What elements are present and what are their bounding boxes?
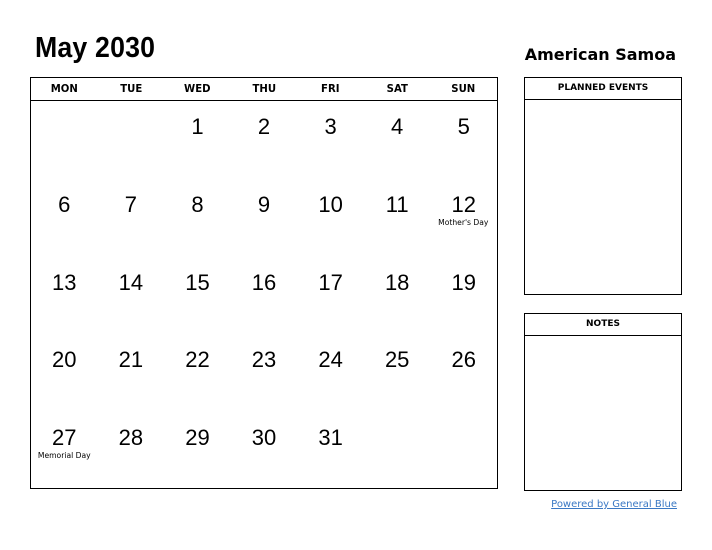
day-cell bbox=[98, 412, 165, 490]
day-cell bbox=[430, 179, 497, 257]
day-number: 7 bbox=[124, 191, 137, 217]
day-number: 31 bbox=[318, 425, 343, 451]
weekday-label: SUN bbox=[451, 82, 476, 95]
day-cell bbox=[31, 257, 98, 335]
day-number: 1 bbox=[191, 114, 204, 139]
day-cell bbox=[31, 101, 98, 179]
region-label: American Samoa bbox=[524, 45, 676, 64]
day-number: 5 bbox=[457, 114, 470, 139]
weekday-label: FRI bbox=[321, 82, 340, 95]
day-number: 20 bbox=[52, 347, 77, 373]
day-number: 12 bbox=[451, 191, 476, 217]
day-cell bbox=[231, 257, 298, 335]
day-number: 2 bbox=[257, 114, 271, 139]
calendar-grid bbox=[30, 77, 498, 489]
day-cell bbox=[164, 257, 231, 335]
notes-heading: NOTES bbox=[525, 314, 681, 336]
day-cell bbox=[364, 101, 431, 179]
day-cell bbox=[164, 412, 231, 490]
page-title: May 2030 bbox=[35, 32, 156, 64]
powered-by-link[interactable]: Powered by General Blue bbox=[551, 499, 677, 510]
weekday-label: THU bbox=[252, 82, 276, 95]
planned-events-heading: PLANNED EVENTS bbox=[525, 78, 681, 100]
day-cell bbox=[164, 179, 231, 257]
planned-events-box bbox=[524, 77, 682, 295]
day-number: 17 bbox=[318, 269, 343, 295]
week-row bbox=[31, 412, 497, 490]
day-number: 11 bbox=[385, 191, 409, 217]
weekday-label: TUE bbox=[119, 82, 142, 95]
day-number: 24 bbox=[318, 347, 343, 373]
weekday-label: WED bbox=[184, 82, 211, 95]
day-cell bbox=[231, 101, 298, 179]
day-cell bbox=[297, 179, 364, 257]
day-cell bbox=[98, 101, 165, 179]
day-cell bbox=[364, 179, 431, 257]
day-cell bbox=[231, 179, 298, 257]
day-cell bbox=[364, 412, 431, 490]
week-row bbox=[31, 334, 497, 412]
day-cell bbox=[430, 334, 497, 412]
day-cell bbox=[31, 412, 98, 490]
day-number: 25 bbox=[384, 347, 410, 373]
day-cell bbox=[297, 101, 364, 179]
day-cell bbox=[430, 101, 497, 179]
day-cell bbox=[31, 334, 98, 412]
day-number: 9 bbox=[257, 191, 271, 217]
day-number: 14 bbox=[118, 269, 144, 295]
day-cell bbox=[430, 257, 497, 335]
day-cell bbox=[98, 334, 165, 412]
day-cell bbox=[231, 334, 298, 412]
day-number: 8 bbox=[191, 191, 204, 217]
day-number: 16 bbox=[251, 269, 277, 295]
weekday-label: SAT bbox=[386, 82, 408, 95]
day-number: 30 bbox=[251, 425, 277, 451]
day-number: 19 bbox=[451, 269, 476, 295]
week-row bbox=[31, 179, 497, 257]
day-number: 27 bbox=[52, 425, 77, 451]
day-number: 21 bbox=[118, 347, 144, 373]
day-cell bbox=[297, 257, 364, 335]
weeks-container bbox=[31, 101, 497, 490]
notes-box bbox=[524, 313, 682, 491]
week-row bbox=[31, 101, 497, 179]
weekday-header bbox=[31, 78, 497, 101]
day-number: 23 bbox=[251, 347, 277, 373]
day-number: 3 bbox=[324, 114, 337, 139]
day-number: 18 bbox=[384, 269, 410, 295]
day-number: 13 bbox=[52, 269, 77, 295]
day-number: 29 bbox=[185, 425, 210, 451]
day-number: 10 bbox=[318, 191, 343, 217]
day-cell bbox=[297, 334, 364, 412]
day-cell bbox=[164, 334, 231, 412]
day-cell bbox=[31, 179, 98, 257]
day-number: 22 bbox=[185, 347, 210, 373]
day-cell bbox=[364, 257, 431, 335]
day-number: 28 bbox=[118, 425, 144, 451]
day-number: 6 bbox=[58, 191, 71, 217]
day-cell bbox=[98, 257, 165, 335]
holiday-label: Mother's Day bbox=[438, 217, 489, 227]
day-cell bbox=[430, 412, 497, 490]
day-cell bbox=[164, 101, 231, 179]
day-number: 4 bbox=[391, 114, 404, 139]
weekday-label: MON bbox=[50, 82, 78, 95]
day-cell bbox=[297, 412, 364, 490]
day-number: 15 bbox=[185, 269, 210, 295]
day-cell bbox=[98, 179, 165, 257]
week-row bbox=[31, 257, 497, 335]
day-cell bbox=[231, 412, 298, 490]
day-cell bbox=[364, 334, 431, 412]
day-number: 26 bbox=[451, 347, 476, 373]
holiday-label: Memorial Day bbox=[37, 451, 91, 461]
